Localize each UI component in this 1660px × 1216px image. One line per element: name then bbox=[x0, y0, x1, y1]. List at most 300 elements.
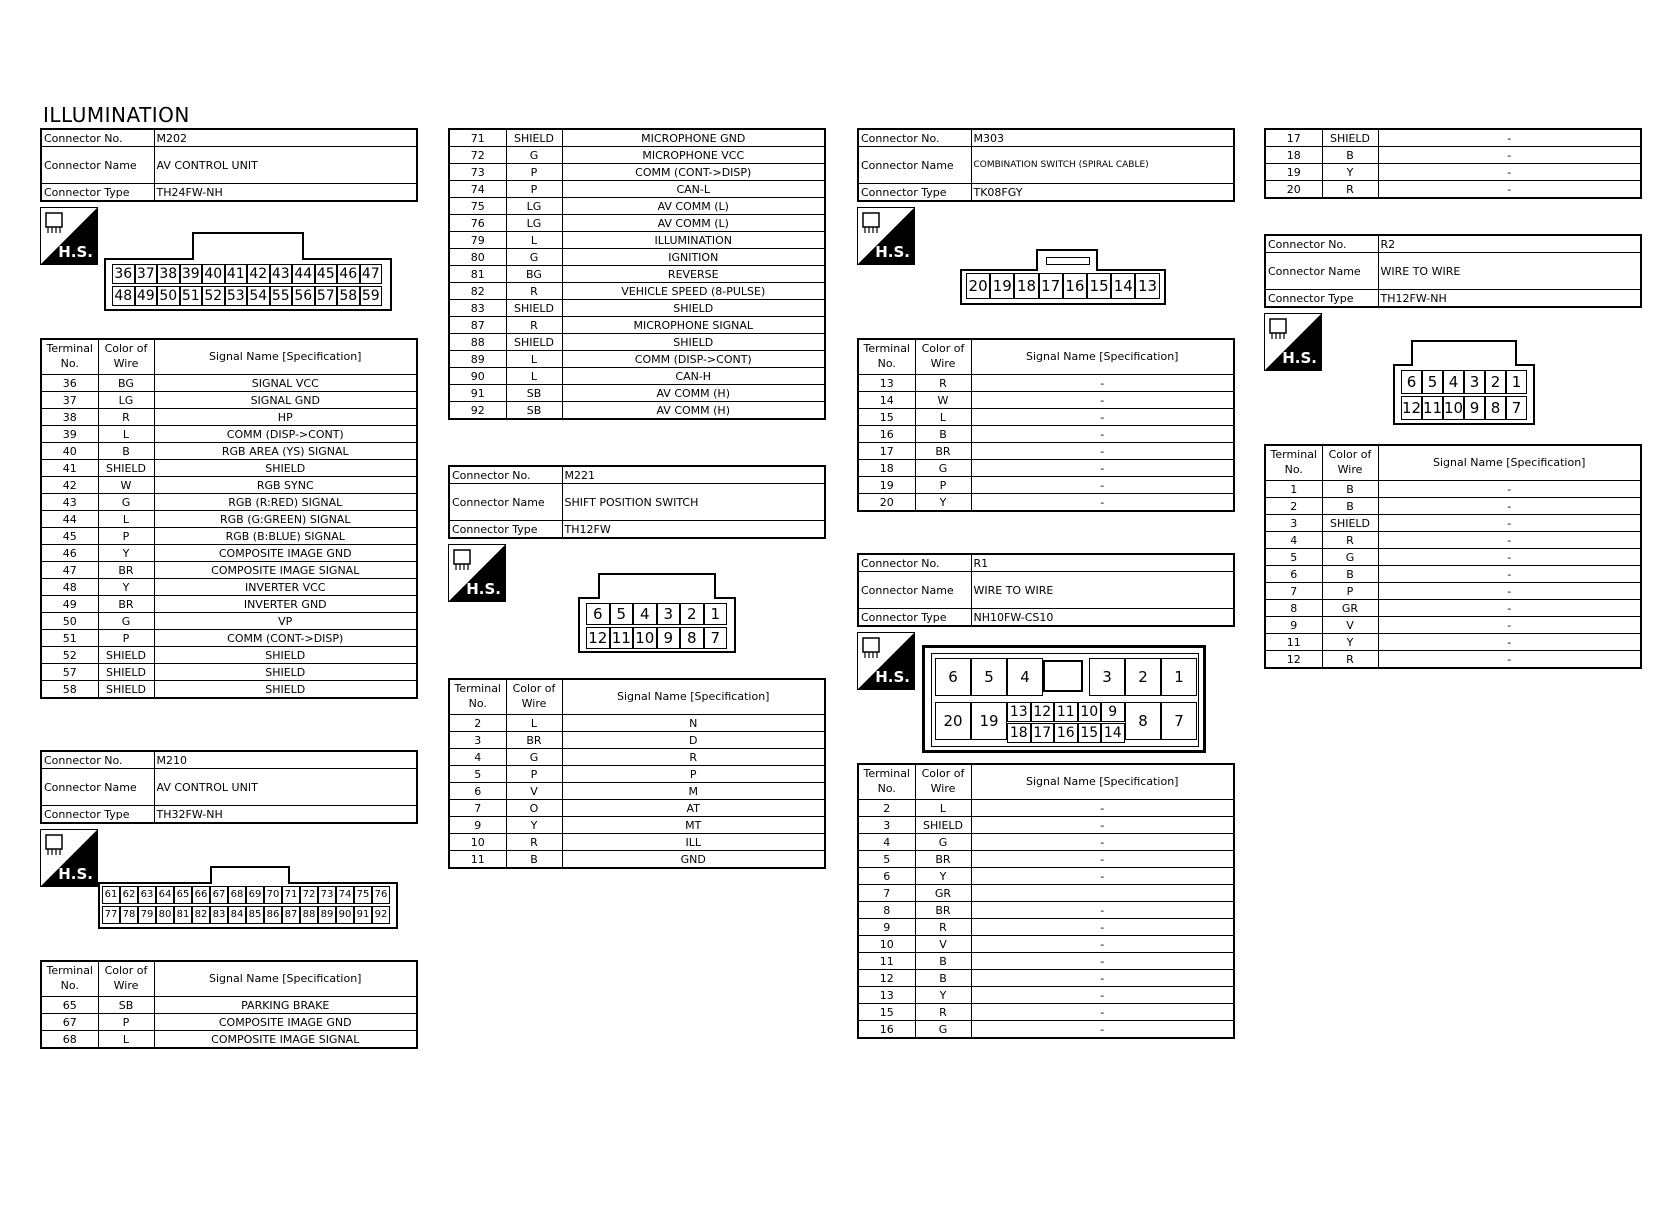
terminal-cell: 92 bbox=[449, 402, 506, 420]
terminal-cell: 58 bbox=[41, 681, 98, 699]
table-row bbox=[858, 443, 1234, 460]
connector-pin: 71 bbox=[282, 886, 300, 904]
connector-pin: 10 bbox=[633, 627, 657, 649]
col-header-signal: Signal Name [Specification] bbox=[154, 961, 417, 997]
signal-name-cell: PARKING BRAKE bbox=[154, 997, 417, 1014]
table-row bbox=[41, 613, 417, 630]
col-header-signal: Signal Name [Specification] bbox=[154, 339, 417, 375]
connector-pin: 5 bbox=[610, 603, 634, 625]
wire-color-cell: B bbox=[1322, 147, 1378, 164]
connector-diagram-r1 bbox=[922, 645, 1206, 753]
connector-latch bbox=[192, 232, 304, 260]
wire-color-cell: W bbox=[915, 392, 971, 409]
terminal-cell: 15 bbox=[858, 1004, 915, 1021]
label-connector-type: Connector Type bbox=[41, 184, 154, 202]
signal-name-cell: - bbox=[971, 834, 1234, 851]
table-row bbox=[41, 997, 417, 1014]
connector-pin: 43 bbox=[270, 264, 293, 284]
terminal-cell: 38 bbox=[41, 409, 98, 426]
wire-color-cell: Y bbox=[915, 494, 971, 512]
connector-pin: 2 bbox=[1485, 370, 1506, 394]
connector-diagram-m303 bbox=[960, 249, 1166, 305]
terminal-cell: 88 bbox=[449, 334, 506, 351]
table-row bbox=[449, 334, 825, 351]
table-row bbox=[449, 749, 825, 766]
signal-name-cell: - bbox=[971, 902, 1234, 919]
connector-pin: 2 bbox=[680, 603, 704, 625]
wire-color-cell: G bbox=[915, 834, 971, 851]
terminal-cell: 73 bbox=[449, 164, 506, 181]
table-row bbox=[858, 1021, 1234, 1039]
connector-info-r2 bbox=[1264, 234, 1642, 308]
connector-pin: 47 bbox=[360, 264, 383, 284]
signal-name-cell: GND bbox=[562, 851, 825, 869]
terminal-cell: 7 bbox=[449, 800, 506, 817]
connector-pin: 90 bbox=[336, 906, 354, 924]
connector-pin: 40 bbox=[202, 264, 225, 284]
connector-pin: 49 bbox=[135, 286, 158, 306]
table-row bbox=[449, 766, 825, 783]
label-connector-no: Connector No. bbox=[41, 129, 154, 147]
connector-pin: 8 bbox=[680, 627, 704, 649]
wire-color-cell: R bbox=[1322, 651, 1378, 669]
table-row bbox=[41, 630, 417, 647]
signal-name-cell: - bbox=[971, 800, 1234, 817]
table-row bbox=[858, 494, 1234, 512]
terminal-cell: 13 bbox=[858, 375, 915, 392]
table-row bbox=[41, 545, 417, 562]
terminal-cell: 42 bbox=[41, 477, 98, 494]
connector-latch bbox=[1036, 249, 1098, 271]
label-connector-no: Connector No. bbox=[858, 129, 971, 147]
wire-color-cell: R bbox=[98, 409, 154, 426]
wire-color-cell: Y bbox=[915, 987, 971, 1004]
table-row bbox=[1265, 634, 1641, 651]
terminal-table-m202 bbox=[40, 338, 418, 699]
table-row bbox=[41, 392, 417, 409]
wire-color-cell: SHIELD bbox=[1322, 129, 1378, 147]
connector-pin: 66 bbox=[192, 886, 210, 904]
table-row bbox=[449, 851, 825, 869]
harness-side-icon bbox=[857, 632, 915, 690]
harness-side-icon bbox=[857, 207, 915, 265]
wire-color-cell: Y bbox=[915, 868, 971, 885]
connector-pin: 88 bbox=[300, 906, 318, 924]
col-header-terminal: Terminal No. bbox=[1265, 445, 1322, 481]
signal-name-cell: MICROPHONE VCC bbox=[562, 147, 825, 164]
connector-pin: 65 bbox=[174, 886, 192, 904]
wire-color-cell: B bbox=[1322, 498, 1378, 515]
table-row bbox=[41, 409, 417, 426]
connector-pin: 61 bbox=[102, 886, 120, 904]
table-row bbox=[1265, 532, 1641, 549]
signal-name-cell: - bbox=[971, 409, 1234, 426]
table-row bbox=[41, 579, 417, 596]
connector-info-m303 bbox=[857, 128, 1235, 202]
col-header-terminal: Terminal No. bbox=[41, 961, 98, 997]
connector-pin: 83 bbox=[210, 906, 228, 924]
table-row bbox=[449, 215, 825, 232]
col-header-terminal: Terminal No. bbox=[858, 339, 915, 375]
wire-color-cell: G bbox=[506, 147, 562, 164]
signal-name-cell: MICROPHONE SIGNAL bbox=[562, 317, 825, 334]
signal-name-cell: COMPOSITE IMAGE SIGNAL bbox=[154, 1031, 417, 1049]
signal-name-cell: ILLUMINATION bbox=[562, 232, 825, 249]
connector-type-value: NH10FW-CS10 bbox=[971, 609, 1234, 627]
hs-label: H.S. bbox=[1282, 349, 1317, 367]
signal-name-cell: AV COMM (H) bbox=[562, 402, 825, 420]
connector-pin: 46 bbox=[337, 264, 360, 284]
label-connector-name: Connector Name bbox=[1265, 253, 1378, 290]
col-header-color: Color of Wire bbox=[915, 764, 971, 800]
table-row bbox=[41, 511, 417, 528]
wire-color-cell: P bbox=[506, 164, 562, 181]
terminal-cell: 41 bbox=[41, 460, 98, 477]
terminal-cell: 17 bbox=[1265, 129, 1322, 147]
blank-cavity bbox=[1043, 660, 1083, 692]
terminal-cell: 83 bbox=[449, 300, 506, 317]
connector-pin: 45 bbox=[315, 264, 338, 284]
connector-pin: 4 bbox=[1007, 658, 1043, 696]
signal-name-cell: INVERTER GND bbox=[154, 596, 417, 613]
terminal-cell: 71 bbox=[449, 129, 506, 147]
wire-color-cell: Y bbox=[98, 545, 154, 562]
terminal-cell: 6 bbox=[449, 783, 506, 800]
terminal-cell: 90 bbox=[449, 368, 506, 385]
terminal-cell: 36 bbox=[41, 375, 98, 392]
table-row bbox=[1265, 481, 1641, 498]
terminal-cell: 72 bbox=[449, 147, 506, 164]
terminal-table-m210-continued bbox=[448, 128, 826, 420]
wire-color-cell: SB bbox=[506, 402, 562, 420]
signal-name-cell: - bbox=[1378, 129, 1641, 147]
wire-color-cell: B bbox=[915, 426, 971, 443]
table-row bbox=[449, 351, 825, 368]
wire-color-cell: L bbox=[98, 1031, 154, 1049]
connector-pin: 78 bbox=[120, 906, 138, 924]
connector-name-value: SHIFT POSITION SWITCH bbox=[562, 484, 825, 521]
connector-pin: 7 bbox=[704, 627, 728, 649]
hs-label: H.S. bbox=[875, 668, 910, 686]
connector-pin: 89 bbox=[318, 906, 336, 924]
table-row bbox=[41, 1014, 417, 1031]
signal-name-cell: - bbox=[1378, 481, 1641, 498]
connector-no-value: R2 bbox=[1378, 235, 1641, 253]
signal-name-cell: RGB (B:BLUE) SIGNAL bbox=[154, 528, 417, 545]
connector-pin: 5 bbox=[971, 658, 1007, 696]
harness-side-icon bbox=[1264, 313, 1322, 371]
connector-type-value: TH12FW-NH bbox=[1378, 290, 1641, 308]
table-row bbox=[41, 460, 417, 477]
connector-pin: 1 bbox=[1506, 370, 1527, 394]
wire-color-cell: L bbox=[506, 351, 562, 368]
connector-pin: 2 bbox=[1125, 658, 1161, 696]
terminal-cell: 45 bbox=[41, 528, 98, 545]
wire-color-cell: L bbox=[915, 409, 971, 426]
connector-pin: 87 bbox=[282, 906, 300, 924]
signal-name-cell: SIGNAL GND bbox=[154, 392, 417, 409]
signal-name-cell: VP bbox=[154, 613, 417, 630]
terminal-cell: 51 bbox=[41, 630, 98, 647]
wire-color-cell: SHIELD bbox=[506, 334, 562, 351]
connector-latch bbox=[210, 866, 290, 884]
wire-color-cell: P bbox=[98, 528, 154, 545]
col-header-signal: Signal Name [Specification] bbox=[1378, 445, 1641, 481]
wire-color-cell: P bbox=[506, 181, 562, 198]
terminal-cell: 57 bbox=[41, 664, 98, 681]
signal-name-cell: - bbox=[1378, 583, 1641, 600]
connector-pin: 7 bbox=[1161, 702, 1197, 740]
table-row bbox=[449, 834, 825, 851]
signal-name-cell: AT bbox=[562, 800, 825, 817]
connector-pin: 63 bbox=[138, 886, 156, 904]
connector-pin: 48 bbox=[112, 286, 135, 306]
connector-pin: 18 bbox=[1007, 723, 1031, 743]
connector-pin: 16 bbox=[1063, 273, 1087, 299]
connector-pin: 44 bbox=[292, 264, 315, 284]
connector-pin: 85 bbox=[246, 906, 264, 924]
table-row bbox=[858, 970, 1234, 987]
connector-pin: 16 bbox=[1054, 723, 1078, 743]
table-row bbox=[449, 368, 825, 385]
signal-name-cell: - bbox=[971, 868, 1234, 885]
connector-diagram-m221 bbox=[578, 573, 736, 653]
table-row bbox=[449, 732, 825, 749]
label-connector-name: Connector Name bbox=[858, 572, 971, 609]
connector-pin: 11 bbox=[1422, 396, 1443, 420]
col-header-terminal: Terminal No. bbox=[858, 764, 915, 800]
connector-pin: 80 bbox=[156, 906, 174, 924]
terminal-cell: 12 bbox=[858, 970, 915, 987]
connector-pin: 8 bbox=[1125, 702, 1161, 740]
connector-pin: 11 bbox=[1054, 702, 1078, 722]
connector-diagram-m202 bbox=[104, 232, 392, 311]
wire-color-cell: SHIELD bbox=[1322, 515, 1378, 532]
table-row bbox=[41, 426, 417, 443]
connector-pin: 91 bbox=[354, 906, 372, 924]
table-row bbox=[1265, 129, 1641, 147]
terminal-table-m221 bbox=[448, 678, 826, 869]
wire-color-cell: SHIELD bbox=[98, 647, 154, 664]
connector-pin: 36 bbox=[112, 264, 135, 284]
label-connector-name: Connector Name bbox=[858, 147, 971, 184]
connector-pin: 9 bbox=[1464, 396, 1485, 420]
wire-color-cell: P bbox=[915, 477, 971, 494]
connector-name-value: AV CONTROL UNIT bbox=[154, 769, 417, 806]
signal-name-cell: - bbox=[1378, 600, 1641, 617]
terminal-cell: 43 bbox=[41, 494, 98, 511]
connector-pin: 52 bbox=[202, 286, 225, 306]
terminal-cell: 74 bbox=[449, 181, 506, 198]
wire-color-cell: LG bbox=[506, 215, 562, 232]
wire-color-cell: B bbox=[915, 953, 971, 970]
label-connector-type: Connector Type bbox=[41, 806, 154, 824]
connector-pin: 20 bbox=[935, 702, 971, 740]
signal-name-cell: - bbox=[971, 443, 1234, 460]
terminal-cell: 9 bbox=[449, 817, 506, 834]
signal-name-cell: - bbox=[1378, 147, 1641, 164]
connector-pin: 62 bbox=[120, 886, 138, 904]
wire-color-cell: L bbox=[506, 232, 562, 249]
col-header-signal: Signal Name [Specification] bbox=[971, 339, 1234, 375]
connector-pin: 70 bbox=[264, 886, 282, 904]
signal-name-cell: - bbox=[971, 817, 1234, 834]
table-row bbox=[41, 1031, 417, 1049]
table-row bbox=[858, 392, 1234, 409]
connector-no-value: M210 bbox=[154, 751, 417, 769]
terminal-table-m303 bbox=[857, 338, 1235, 512]
label-connector-no: Connector No. bbox=[41, 751, 154, 769]
label-connector-no: Connector No. bbox=[858, 554, 971, 572]
col-header-terminal: Terminal No. bbox=[449, 679, 506, 715]
wire-color-cell: P bbox=[98, 630, 154, 647]
connector-pin: 69 bbox=[246, 886, 264, 904]
terminal-cell: 82 bbox=[449, 283, 506, 300]
signal-name-cell: - bbox=[971, 919, 1234, 936]
table-row bbox=[449, 198, 825, 215]
connector-pin: 4 bbox=[1443, 370, 1464, 394]
terminal-cell: 1 bbox=[1265, 481, 1322, 498]
signal-name-cell: SHIELD bbox=[154, 664, 417, 681]
wire-color-cell: B bbox=[506, 851, 562, 869]
signal-name-cell: - bbox=[1378, 634, 1641, 651]
terminal-cell: 52 bbox=[41, 647, 98, 664]
connector-pin: 3 bbox=[1464, 370, 1485, 394]
connector-pin: 12 bbox=[1401, 396, 1422, 420]
terminal-cell: 37 bbox=[41, 392, 98, 409]
wire-color-cell: Y bbox=[506, 817, 562, 834]
signal-name-cell: COMPOSITE IMAGE GND bbox=[154, 1014, 417, 1031]
terminal-cell: 5 bbox=[858, 851, 915, 868]
terminal-cell: 49 bbox=[41, 596, 98, 613]
connector-pin: 56 bbox=[292, 286, 315, 306]
terminal-cell: 65 bbox=[41, 997, 98, 1014]
signal-name-cell: COMM (DISP->CONT) bbox=[154, 426, 417, 443]
table-row bbox=[449, 402, 825, 420]
signal-name-cell: - bbox=[1378, 617, 1641, 634]
connector-pin: 19 bbox=[971, 702, 1007, 740]
connector-pin: 72 bbox=[300, 886, 318, 904]
terminal-cell: 14 bbox=[858, 392, 915, 409]
wire-color-cell: L bbox=[506, 368, 562, 385]
terminal-cell: 67 bbox=[41, 1014, 98, 1031]
signal-name-cell: VEHICLE SPEED (8-PULSE) bbox=[562, 283, 825, 300]
connector-pin: 74 bbox=[336, 886, 354, 904]
table-row bbox=[41, 494, 417, 511]
connector-pin: 15 bbox=[1078, 723, 1102, 743]
terminal-cell: 75 bbox=[449, 198, 506, 215]
harness-side-icon bbox=[40, 829, 98, 887]
terminal-cell: 76 bbox=[449, 215, 506, 232]
table-row bbox=[449, 249, 825, 266]
connector-pin: 86 bbox=[264, 906, 282, 924]
terminal-cell: 17 bbox=[858, 443, 915, 460]
terminal-cell: 79 bbox=[449, 232, 506, 249]
wire-color-cell: R bbox=[1322, 532, 1378, 549]
table-row bbox=[449, 317, 825, 334]
page-title: ILLUMINATION bbox=[43, 103, 190, 127]
connector-pin: 17 bbox=[1031, 723, 1055, 743]
connector-pin: 58 bbox=[337, 286, 360, 306]
signal-name-cell: COMPOSITE IMAGE SIGNAL bbox=[154, 562, 417, 579]
wire-color-cell: SB bbox=[98, 997, 154, 1014]
harness-side-icon bbox=[40, 207, 98, 265]
signal-name-cell: - bbox=[971, 460, 1234, 477]
connector-pin: 39 bbox=[180, 264, 203, 284]
signal-name-cell: RGB (G:GREEN) SIGNAL bbox=[154, 511, 417, 528]
signal-name-cell: - bbox=[971, 1004, 1234, 1021]
signal-name-cell: - bbox=[1378, 164, 1641, 181]
wire-color-cell: BR bbox=[98, 562, 154, 579]
wire-color-cell: B bbox=[1322, 481, 1378, 498]
wire-color-cell: L bbox=[98, 426, 154, 443]
terminal-cell: 3 bbox=[449, 732, 506, 749]
col-header-color: Color of Wire bbox=[98, 339, 154, 375]
connector-pin: 6 bbox=[1401, 370, 1422, 394]
table-row bbox=[449, 283, 825, 300]
terminal-cell: 8 bbox=[1265, 600, 1322, 617]
table-row bbox=[41, 375, 417, 392]
signal-name-cell: - bbox=[1378, 566, 1641, 583]
table-row bbox=[858, 953, 1234, 970]
table-row bbox=[858, 902, 1234, 919]
wire-color-cell: V bbox=[915, 936, 971, 953]
wire-color-cell: SB bbox=[506, 385, 562, 402]
signal-name-cell: AV COMM (L) bbox=[562, 198, 825, 215]
terminal-cell: 19 bbox=[858, 477, 915, 494]
table-row bbox=[1265, 164, 1641, 181]
connector-pin: 7 bbox=[1506, 396, 1527, 420]
table-row bbox=[449, 232, 825, 249]
signal-name-cell: - bbox=[971, 375, 1234, 392]
terminal-cell: 44 bbox=[41, 511, 98, 528]
table-row bbox=[449, 800, 825, 817]
signal-name-cell: - bbox=[971, 426, 1234, 443]
signal-name-cell: COMM (CONT->DISP) bbox=[154, 630, 417, 647]
signal-name-cell: - bbox=[971, 392, 1234, 409]
wire-color-cell: SHIELD bbox=[98, 664, 154, 681]
table-row bbox=[41, 528, 417, 545]
table-row bbox=[1265, 651, 1641, 669]
hs-label: H.S. bbox=[875, 243, 910, 261]
signal-name-cell: - bbox=[971, 970, 1234, 987]
table-row bbox=[858, 375, 1234, 392]
signal-name-cell: INVERTER VCC bbox=[154, 579, 417, 596]
table-row bbox=[1265, 147, 1641, 164]
connector-info-m210 bbox=[40, 750, 418, 824]
connector-pin: 13 bbox=[1135, 273, 1159, 299]
terminal-cell: 5 bbox=[1265, 549, 1322, 566]
terminal-cell: 89 bbox=[449, 351, 506, 368]
table-row bbox=[41, 443, 417, 460]
signal-name-cell: SIGNAL VCC bbox=[154, 375, 417, 392]
signal-name-cell: COMM (CONT->DISP) bbox=[562, 164, 825, 181]
wire-color-cell: BG bbox=[98, 375, 154, 392]
table-row bbox=[858, 409, 1234, 426]
signal-name-cell: - bbox=[1378, 515, 1641, 532]
connector-pin: 57 bbox=[315, 286, 338, 306]
wire-color-cell: Y bbox=[98, 579, 154, 596]
terminal-cell: 15 bbox=[858, 409, 915, 426]
terminal-cell: 80 bbox=[449, 249, 506, 266]
wire-color-cell: BR bbox=[915, 443, 971, 460]
connector-pin: 13 bbox=[1007, 702, 1031, 722]
connector-type-value: TH24FW-NH bbox=[154, 184, 417, 202]
terminal-cell: 10 bbox=[449, 834, 506, 851]
connector-pin: 54 bbox=[247, 286, 270, 306]
connector-pin: 37 bbox=[135, 264, 158, 284]
connector-pin: 81 bbox=[174, 906, 192, 924]
